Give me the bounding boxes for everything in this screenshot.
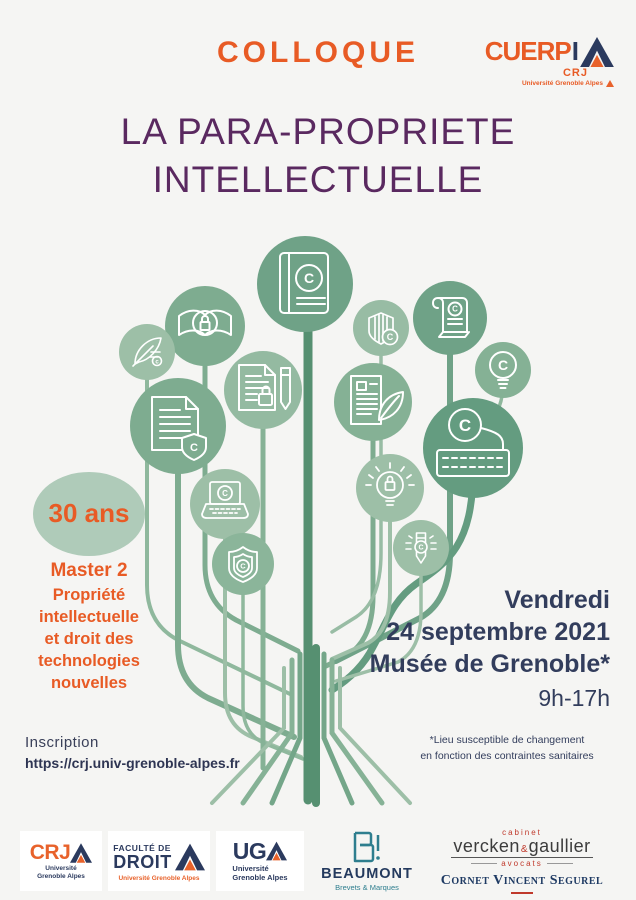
cuerpi-logo [464,36,614,87]
vercken-name: vercken [453,836,520,856]
master-line: et droit des [44,630,134,648]
event-disclaimer-line: en fonction des contraintes sanitaires [420,750,594,762]
svg-text:C: C [303,270,315,286]
document-shield-copyright-icon [130,378,226,474]
anniversary-badge: 30 ans [48,498,130,528]
event-venue: Musée de Grenoble* [369,650,610,678]
keyboard-copyright-icon [423,398,523,498]
vercken-cabinet-label: cabinet [502,828,542,837]
beaumont-wordmark: BEAUMONT [321,865,413,882]
master-title: Master 2 [50,560,128,581]
event-info-block [370,584,610,714]
event-type-heading: COLLOQUE [217,36,419,69]
faculte-a-mark-icon [175,841,205,873]
title-line-2: INTELLECTUELLE [152,159,484,200]
uga-wordmark: UG [232,838,267,864]
faculte-line2: DROIT [113,851,172,872]
event-hours: 9h-17h [538,685,610,711]
quill-copyright-icon [119,324,175,380]
svg-text:C: C [240,561,246,571]
triangle-icon [606,80,614,87]
cuerpi-letter-i: I [571,36,579,66]
cornet-red-dash [511,892,533,894]
bulb-copyright-icon [475,342,531,398]
svg-text:C: C [386,332,394,342]
divider-line [471,863,497,864]
vercken-ampersand: & [520,844,528,855]
beaumont-subtitle: Brevets & Marques [335,882,399,892]
crj-logo [20,831,102,891]
registration-block [25,734,240,771]
cuerpi-a-mark-icon [580,37,614,67]
open-book-lock-icon [165,286,245,366]
faculte-org: Université Grenoble Alpes [118,874,200,882]
master-line: technologies [38,652,140,670]
registration-label: Inscription [25,734,99,751]
gaullier-name: gaullier [528,836,591,856]
faculte-line1: FACULTÉ DE [113,842,171,853]
crj-wordmark: CRJ [29,841,71,864]
faculte-droit-logo [108,831,210,891]
crj-org-line: Grenoble Alpes [37,873,85,880]
divider-line [547,863,573,864]
svg-text:C: C [418,544,424,552]
vercken-avocats-label: avocats [501,859,543,868]
beaumont-b-mark-icon [352,831,382,863]
svg-text:c: c [155,359,159,366]
document-lock-pencil-icon [224,351,302,429]
crj-a-mark-icon [70,841,92,865]
svg-text:C: C [452,304,458,314]
event-disclaimer-line: *Lieu susceptible de changement [429,734,585,746]
cuerpi-wordmark: CUERP [484,36,571,66]
vercken-gaullier-cornet-logos [424,827,620,895]
master-line: nouvelles [50,674,128,692]
uga-logo [216,831,304,891]
event-day: Vendredi [504,586,610,614]
svg-text:C: C [222,489,228,498]
event-disclaimer [392,732,622,764]
master-line: intellectuelle [39,608,139,626]
bulb-lock-icon [356,454,424,522]
crj-org-line: Université [45,865,77,872]
shield-badge-copyright-icon [212,533,274,595]
beaumont-logo [318,829,416,893]
cuerpi-crj-label: CRJ [562,67,588,79]
svg-text:C: C [458,416,472,435]
uga-org-line: Université [232,864,269,873]
scroll-copyright-icon [413,281,487,355]
event-date: 24 septembre 2021 [386,618,610,646]
title-line-1: LA PARA-PROPRIETE [120,111,516,152]
uga-a-mark-icon [266,840,287,862]
master-line: Propriété [52,586,126,604]
cornet-vincent-segurel-logo: Cornet Vincent Segurel [440,873,604,888]
shield-stripes-copyright-icon [353,300,409,356]
master-program-block [6,560,172,694]
svg-text:C: C [190,442,198,454]
page-title [0,108,636,204]
typewriter-copyright-icon [190,469,260,539]
pencil-copyright-icon [393,520,449,576]
svg-text:C: C [497,357,509,373]
book-copyright-icon [257,236,353,332]
uga-org-line: Grenoble Alpes [232,873,288,882]
registration-url[interactable]: https://crj.univ-grenoble-alpes.fr [25,755,240,771]
cuerpi-org-label: Université Grenoble Alpes [521,80,603,87]
document-leaf-icon [334,363,412,441]
